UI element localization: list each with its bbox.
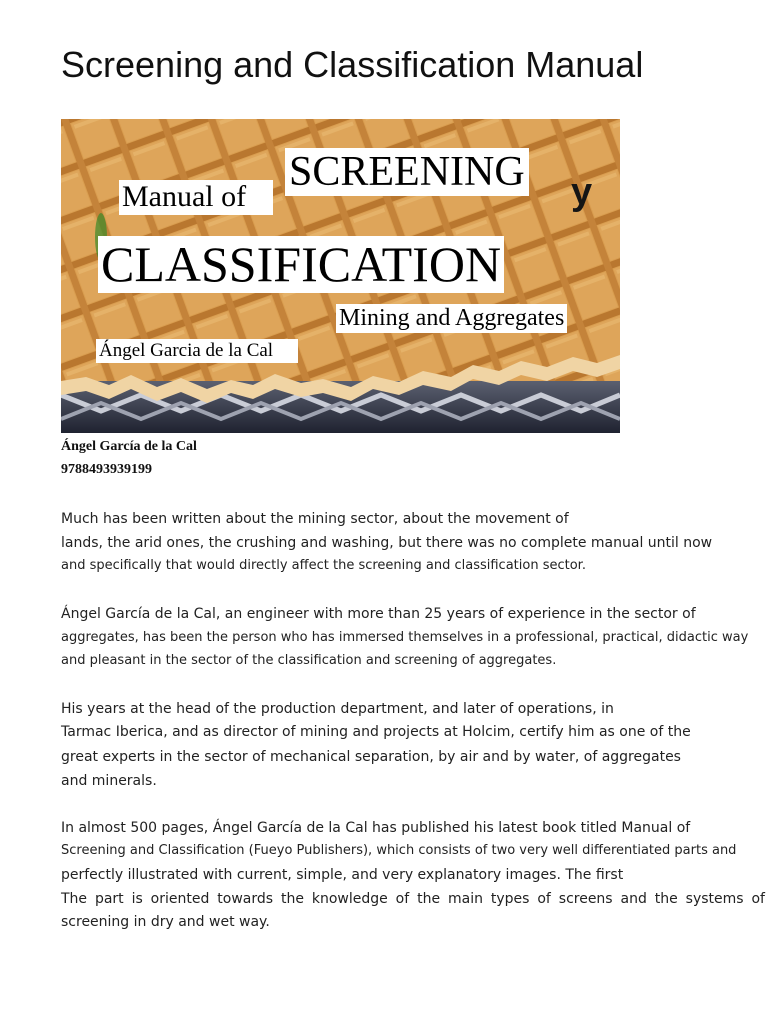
paragraph-4-line-4: The part is oriented towards the knowledge of the main types of screens and the systems of [61, 891, 765, 907]
paragraph-3-line-4: and minerals. [61, 773, 157, 789]
paragraph-2-line-2: aggregates, has been the person who has immersed themselves in a professional, practical, didactic way [61, 630, 749, 645]
cover-mining-label: Mining and Aggregates [336, 304, 567, 333]
paragraph-3-line-2: Tarmac Iberica, and as director of mining and projects at Holcim, certify him as one of the [61, 724, 691, 740]
paragraph-4-line-2: Screening and Classification (Fueyo Publishers), which consists of two very well differentiated parts and [61, 843, 737, 858]
cover-manual-of-label: Manual of [119, 180, 273, 215]
cover-author-label: Ángel Garcia de la Cal [96, 339, 298, 363]
paragraph-1-line-3: and specifically that would directly affect the screening and classification sector. [61, 558, 586, 573]
cover-screening-label: SCREENING [285, 148, 529, 196]
paragraph-3-line-3: great experts in the sector of mechanical separation, by air and by water, of aggregates [61, 749, 681, 765]
paragraph-4-line-1: In almost 500 pages, Ángel García de la Cal has published his latest book titled Manual of [61, 820, 691, 836]
paragraph-4-line-3: perfectly illustrated with current, simple, and very explanatory images. The first [61, 867, 624, 883]
cover-y-label: y [571, 171, 593, 213]
book-isbn: 9788493939199 [61, 462, 152, 477]
paragraph-4-line-5: screening in dry and wet way. [61, 914, 270, 930]
paragraph-1-line-2: lands, the arid ones, the crushing and washing, but there was no complete manual until now [61, 535, 713, 551]
page-title: Screening and Classification Manual [61, 44, 644, 85]
cover-classification-label: CLASSIFICATION [98, 236, 504, 293]
paragraph-2-line-3: and pleasant in the sector of the classification and screening of aggregates. [61, 653, 557, 668]
paragraph-3-line-1: His years at the head of the production department, and later of operations, in [61, 701, 614, 717]
book-author: Ángel García de la Cal [61, 439, 197, 454]
paragraph-1-line-1: Much has been written about the mining sector, about the movement of [61, 511, 569, 527]
book-cover-image [61, 119, 620, 433]
paragraph-2-line-1: Ángel García de la Cal, an engineer with more than 25 years of experience in the sector of [61, 606, 696, 622]
